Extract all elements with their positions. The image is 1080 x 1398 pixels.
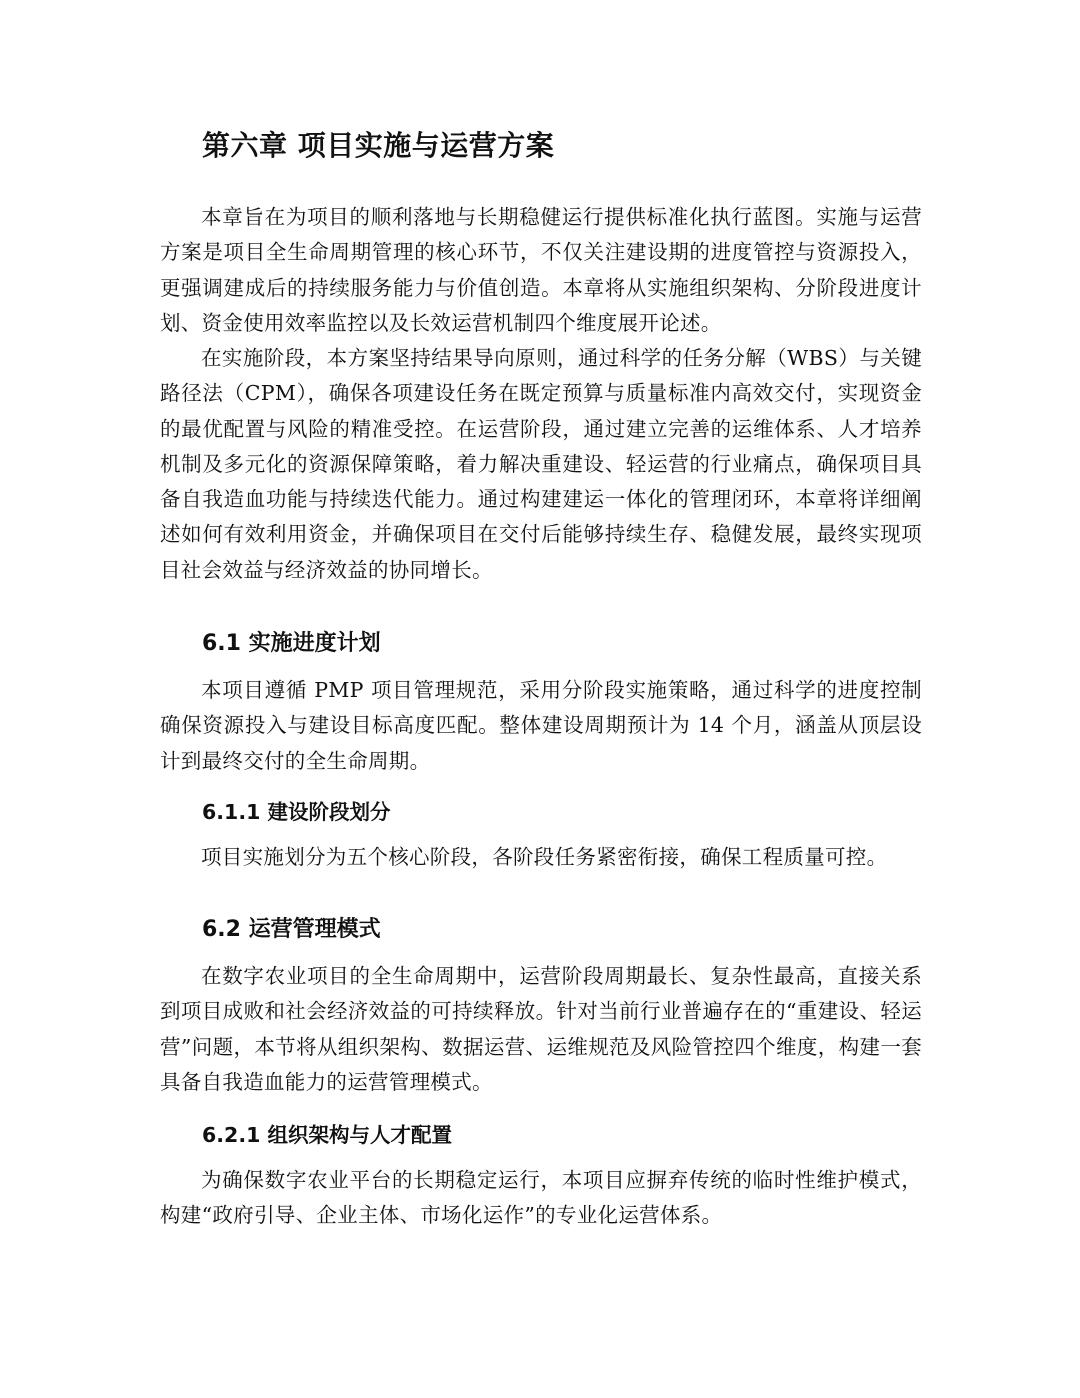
section-6-1-paragraph: 本项目遵循 PMP 项目管理规范，采用分阶段实施策略，通过科学的进度控制确保资源投入与建设目标高度匹配。整体建设周期预计为 14 个月，涵盖从顶层设计到最终交付的全生命周期。 bbox=[160, 678, 922, 773]
intro-paragraph-1: 本章旨在为项目的顺利落地与长期稳健运行提供标准化执行蓝图。实施与运营方案是项目全生命周期管理的核心环节，不仅关注建设期的进度管控与资源投入，更强调建成后的持续服务能力与价值创造。本章将从实施组织架构、分阶段进度计划、资金使用效率监控以及长效运营机制四个维度展开论述。 bbox=[160, 205, 922, 335]
subsection-heading-6-1-1: 6.1.1 建设阶段划分 bbox=[202, 800, 391, 824]
intro-paragraph-2: 在实施阶段，本方案坚持结果导向原则，通过科学的任务分解（WBS）与关键路径法（CPM），确保各项建设任务在既定预算与质量标准内高效交付，实现资金的最优配置与风险的精准受控。在运营阶段，通过建立完善的运维体系、人才培养机制及多元化的资源保障策略，着力解决重建设、轻运营的行业痛点，确保项目具备自我造血功能与持续迭代能力。通过构建建运一体化的管理闭环，本章将详细阐述如何有效利用资金，并确保项目在交付后能够持续生存、稳健发展，最终实现项目社会效益与经济效益的协同增长。 bbox=[160, 346, 922, 582]
section-heading-6-2: 6.2 运营管理模式 bbox=[202, 917, 381, 942]
subsection-heading-6-2-1: 6.2.1 组织架构与人才配置 bbox=[202, 1123, 453, 1147]
chapter-title: 第六章 项目实施与运营方案 bbox=[202, 129, 555, 162]
section-heading-6-1: 6.1 实施进度计划 bbox=[202, 631, 381, 656]
subsection-6-1-1-paragraph: 项目实施划分为五个核心阶段，各阶段任务紧密衔接，确保工程质量可控。 bbox=[201, 845, 888, 869]
subsection-6-2-1-paragraph: 为确保数字农业平台的长期稳定运行，本项目应摒弃传统的临时性维护模式，构建“政府引导、企业主体、市场化运作”的专业化运营体系。 bbox=[160, 1168, 922, 1228]
section-6-2-paragraph: 在数字农业项目的全生命周期中，运营阶段周期最长、复杂性最高，直接关系到项目成败和社会经济效益的可持续释放。针对当前行业普遍存在的“重建设、轻运营”问题，本节将从组织架构、数据运营、运维规范及风险管控四个维度，构建一套具备自我造血能力的运营管理模式。 bbox=[160, 964, 922, 1094]
